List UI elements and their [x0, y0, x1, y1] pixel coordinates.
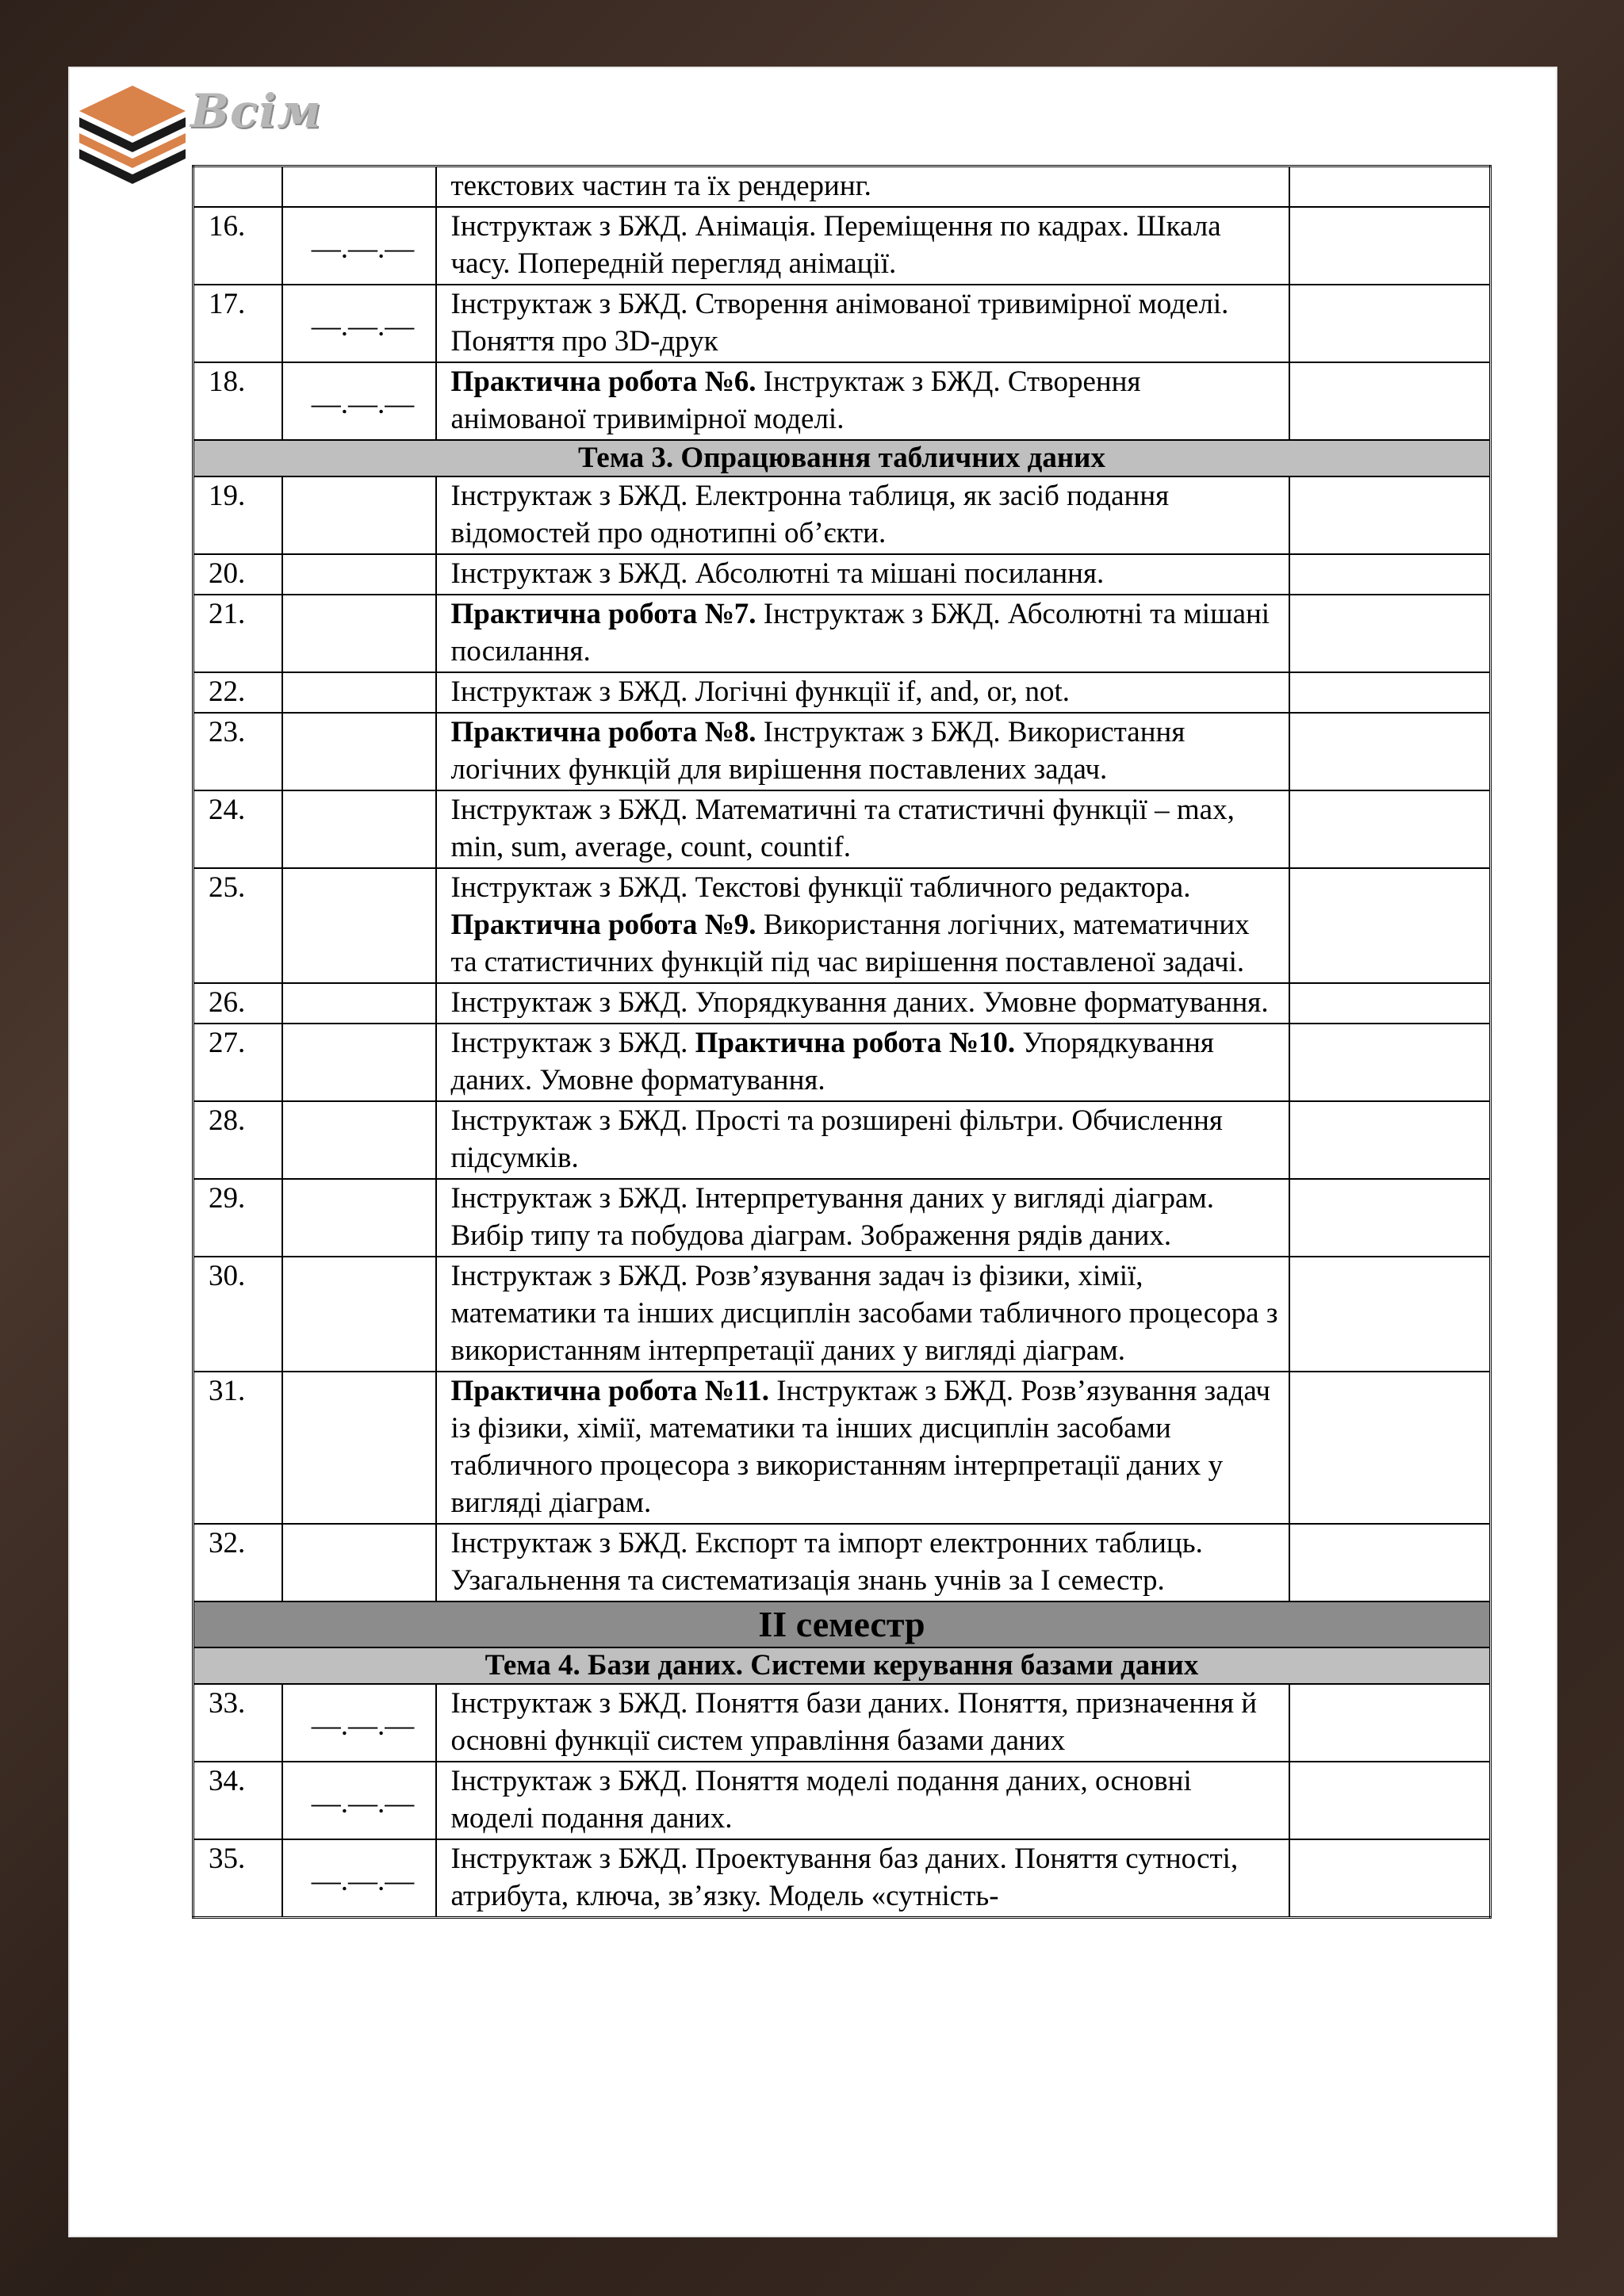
lesson-topic-text: Інструктаж з БЖД. Прості та розширені фільтри. Обчислення підсумків. — [450, 1104, 1223, 1174]
lesson-number: 22. — [193, 672, 282, 713]
lesson-date-value — [297, 869, 429, 891]
lesson-topic — [436, 476, 1289, 554]
lesson-row — [193, 868, 1491, 983]
semester-title: ІІ семестр — [193, 1601, 1491, 1647]
lesson-row — [193, 166, 1491, 208]
lesson-note — [1289, 285, 1491, 362]
lesson-date-value: —.—.— — [311, 232, 415, 265]
lesson-topic — [436, 1684, 1289, 1762]
lesson-date — [282, 554, 436, 595]
lesson-note — [1289, 868, 1491, 983]
practical-work-label: Практична робота №8. — [450, 716, 756, 748]
lesson-topic-text: Інструктаж з БЖД. Абсолютні та мішані посилання. — [450, 598, 1270, 668]
lesson-topic — [436, 1372, 1289, 1524]
lesson-number: 33. — [193, 1684, 282, 1762]
lesson-date-value: —.—.— — [311, 1787, 415, 1820]
lesson-topic-text: Інструктаж з БЖД. Розв’язування задач із фізики, хімії, математики та інших дисциплін засобами табличного процесора з використанням інтерпретації даних у вигляді діаграм. — [450, 1375, 1270, 1519]
lesson-row — [193, 1101, 1491, 1179]
lesson-topic-text: Інструктаж з БЖД. Електронна таблиця, як засіб подання відомостей про однотипні об’єкти. — [450, 480, 1170, 549]
lesson-topic-text: Інструктаж з БЖД. Використання логічних функцій для вирішення поставлених задач. — [450, 716, 1185, 786]
lesson-topic — [436, 1524, 1289, 1601]
lesson-number: 23. — [193, 713, 282, 790]
lesson-note — [1289, 983, 1491, 1024]
lesson-date — [282, 713, 436, 790]
lesson-date-value: —.—.— — [311, 1709, 415, 1742]
lesson-topic — [436, 1101, 1289, 1179]
logo-text: Всім — [190, 84, 322, 138]
lesson-topic-text: Інструктаж з БЖД. Поняття моделі подання даних, основні моделі подання даних. — [450, 1765, 1192, 1835]
lesson-topic-text: Інструктаж з БЖД. Експорт та імпорт електронних таблиць. Узагальнення та систематизація знань учнів за І семестр. — [450, 1527, 1203, 1597]
lesson-row — [193, 362, 1491, 440]
lesson-date-value — [297, 714, 429, 736]
lesson-row — [193, 595, 1491, 672]
lesson-note — [1289, 672, 1491, 713]
lesson-topic-text: Інструктаж з БЖД. Математичні та статистичні функції – max, min, sum, average, count, countif. — [450, 794, 1235, 863]
lesson-date-value — [297, 1525, 429, 1547]
lesson-topic — [436, 713, 1289, 790]
practical-work-label: Практична робота №11. — [450, 1375, 769, 1407]
lesson-topic — [436, 362, 1289, 440]
lesson-topic-text: Інструктаж з БЖД. Створення анімованої тривимірної моделі. — [450, 365, 1141, 435]
lesson-date — [282, 790, 436, 868]
lesson-topic — [436, 790, 1289, 868]
lesson-row — [193, 672, 1491, 713]
lesson-number: 17. — [193, 285, 282, 362]
lesson-topic-text: Інструктаж з БЖД. Проектування баз даних. Поняття сутності, атрибута, ключа, зв’язку. Модель «сутність- — [450, 1843, 1239, 1912]
lesson-row — [193, 1372, 1491, 1524]
practical-work-label: Практична робота №7. — [450, 598, 756, 630]
lesson-date-value — [297, 1180, 429, 1202]
lesson-topic-text: Інструктаж з БЖД. Логічні функції if, and, or, not. — [450, 675, 1071, 708]
lesson-row — [193, 1684, 1491, 1762]
lesson-note — [1289, 476, 1491, 554]
lesson-number: 18. — [193, 362, 282, 440]
lesson-note — [1289, 1372, 1491, 1524]
lesson-row — [193, 1257, 1491, 1372]
lesson-number: 16. — [193, 207, 282, 285]
lesson-topic-text: Інструктаж з БЖД. Упорядкування даних. Умовне форматування. — [450, 986, 1269, 1019]
lesson-note — [1289, 207, 1491, 285]
lesson-number — [193, 166, 282, 208]
lesson-date — [282, 1839, 436, 1918]
lesson-number: 28. — [193, 1101, 282, 1179]
lesson-topic-text: Інструктаж з БЖД. Анімація. Переміщення по кадрах. Шкала часу. Попередній перегляд анімації. — [450, 210, 1221, 280]
lesson-date-value: —.—.— — [311, 388, 415, 420]
lesson-date — [282, 595, 436, 672]
lesson-date — [282, 166, 436, 208]
lesson-note — [1289, 554, 1491, 595]
lesson-topic-text: Інструктаж з БЖД. Поняття бази даних. Поняття, призначення й основні функції систем управління базами даних — [450, 1687, 1258, 1757]
lesson-number: 19. — [193, 476, 282, 554]
lesson-date — [282, 1179, 436, 1257]
lesson-note — [1289, 790, 1491, 868]
lesson-date-value — [297, 167, 429, 189]
practical-work-label: Практична робота №10. — [695, 1027, 1016, 1059]
topic-header-row — [193, 1647, 1491, 1684]
lesson-note — [1289, 1101, 1491, 1179]
lesson-date — [282, 285, 436, 362]
lesson-topic — [436, 595, 1289, 672]
lesson-number: 31. — [193, 1372, 282, 1524]
stacked-books-icon — [73, 79, 192, 198]
lesson-topic-text: Інструктаж з БЖД. Текстові функції табличного редактора. — [450, 871, 1191, 904]
lesson-row — [193, 554, 1491, 595]
lesson-note — [1289, 1257, 1491, 1372]
topic-header-row — [193, 440, 1491, 476]
lesson-note — [1289, 166, 1491, 208]
lesson-date — [282, 362, 436, 440]
lesson-date-value — [297, 555, 429, 577]
practical-work-label: Практична робота №9. — [450, 909, 756, 941]
lesson-number: 32. — [193, 1524, 282, 1601]
lesson-date-value — [297, 1102, 429, 1124]
lesson-topic — [436, 672, 1289, 713]
lesson-topic-text: текстових частин та їх рендеринг. — [450, 170, 871, 202]
lesson-date — [282, 1024, 436, 1101]
lesson-date — [282, 868, 436, 983]
lesson-topic — [436, 983, 1289, 1024]
lesson-date-value — [297, 1257, 429, 1280]
lesson-date — [282, 1372, 436, 1524]
lesson-topic — [436, 1179, 1289, 1257]
lesson-topic — [436, 285, 1289, 362]
lesson-number: 30. — [193, 1257, 282, 1372]
lesson-note — [1289, 1524, 1491, 1601]
lesson-topic-text: Інструктаж з БЖД. Створення анімованої тривимірної моделі. Поняття про 3D-друк — [450, 288, 1229, 358]
lesson-number: 35. — [193, 1839, 282, 1918]
lesson-number: 27. — [193, 1024, 282, 1101]
lesson-date-value — [297, 1024, 429, 1047]
lesson-date — [282, 207, 436, 285]
lesson-topic — [436, 166, 1289, 208]
lesson-note — [1289, 1024, 1491, 1101]
lesson-row — [193, 476, 1491, 554]
lesson-number: 29. — [193, 1179, 282, 1257]
lesson-date — [282, 476, 436, 554]
lesson-number: 25. — [193, 868, 282, 983]
lesson-row — [193, 207, 1491, 285]
lesson-note — [1289, 362, 1491, 440]
topic-title: Тема 3. Опрацювання табличних даних — [193, 440, 1491, 476]
lesson-date-value: —.—.— — [311, 310, 415, 342]
lesson-date-value — [297, 477, 429, 499]
lesson-date — [282, 1101, 436, 1179]
lesson-date-value: —.—.— — [311, 1865, 415, 1897]
lesson-date — [282, 983, 436, 1024]
lesson-row — [193, 1762, 1491, 1839]
lesson-topic-text: Упорядкування даних. Умовне форматування. — [450, 1027, 1214, 1096]
lesson-row — [193, 1839, 1491, 1918]
lesson-row — [193, 713, 1491, 790]
lesson-topic — [436, 1024, 1289, 1101]
lesson-date — [282, 1524, 436, 1601]
lesson-row — [193, 1024, 1491, 1101]
lesson-topic-text: Використання логічних, математичних та статистичних функцій під час вирішення поставленої задачі. — [450, 909, 1250, 978]
lesson-date — [282, 672, 436, 713]
lesson-note — [1289, 1762, 1491, 1839]
lesson-number: 24. — [193, 790, 282, 868]
lesson-row — [193, 983, 1491, 1024]
lesson-note — [1289, 1684, 1491, 1762]
lesson-topic-text: Інструктаж з БЖД. Розв’язування задач із фізики, хімії, математики та інших дисциплін засобами табличного процесора з використанням інтерпретації даних у вигляді діаграм. — [450, 1260, 1278, 1367]
lesson-topic — [436, 207, 1289, 285]
semester-header-row — [193, 1601, 1491, 1647]
lesson-topic — [436, 868, 1289, 983]
lesson-topic — [436, 1762, 1289, 1839]
lesson-date-value — [297, 984, 429, 1006]
lesson-row — [193, 790, 1491, 868]
lesson-row — [193, 1524, 1491, 1601]
lesson-note — [1289, 595, 1491, 672]
lesson-topic-text: Інструктаж з БЖД. — [450, 1027, 695, 1059]
lesson-date-value — [297, 595, 429, 618]
topic-title: Тема 4. Бази даних. Системи керування базами даних — [193, 1647, 1491, 1684]
lesson-plan-body — [193, 166, 1491, 1918]
lesson-date — [282, 1257, 436, 1372]
lesson-topic — [436, 1839, 1289, 1918]
lesson-topic-text: Інструктаж з БЖД. Інтерпретування даних у вигляді діаграм. Вибір типу та побудова діаграм. Зображення рядів даних. — [450, 1182, 1215, 1252]
lesson-date — [282, 1684, 436, 1762]
lesson-date-value — [297, 673, 429, 695]
lesson-number: 26. — [193, 983, 282, 1024]
lesson-row — [193, 1179, 1491, 1257]
lesson-number: 34. — [193, 1762, 282, 1839]
lesson-date — [282, 1762, 436, 1839]
lesson-number: 20. — [193, 554, 282, 595]
lesson-row — [193, 285, 1491, 362]
practical-work-label: Практична робота №6. — [450, 365, 756, 398]
lesson-number: 21. — [193, 595, 282, 672]
lesson-plan-table — [192, 165, 1492, 1919]
lesson-date-value — [297, 1372, 429, 1395]
lesson-note — [1289, 713, 1491, 790]
lesson-note — [1289, 1839, 1491, 1918]
lesson-note — [1289, 1179, 1491, 1257]
lesson-topic — [436, 1257, 1289, 1372]
lesson-topic-text: Інструктаж з БЖД. Абсолютні та мішані посилання. — [450, 557, 1105, 590]
lesson-topic — [436, 554, 1289, 595]
lesson-date-value — [297, 791, 429, 813]
